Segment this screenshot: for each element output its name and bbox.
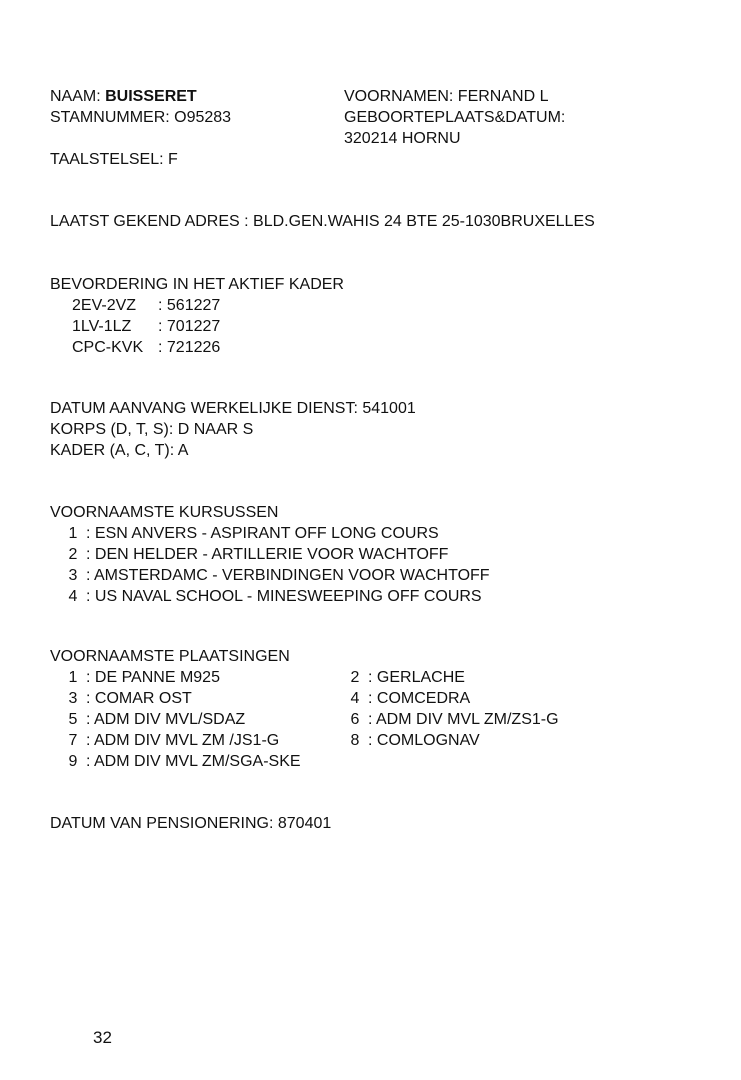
plaatsing-text: : ADM DIV MVL ZM /JS1-G [86, 732, 280, 749]
kursus-num: 3 [68, 567, 78, 584]
bevordering-item [72, 337, 220, 358]
plaatsing-item [60, 751, 342, 772]
kursus-item [60, 565, 490, 586]
plaatsing-row [60, 730, 559, 751]
page-number: 32 [93, 1028, 112, 1047]
plaatsing-num: 9 [68, 753, 78, 770]
geboorte-value: 320214 HORNU [344, 130, 461, 147]
laatst-gekend-adres: LAATST GEKEND ADRES : BLD.GEN.WAHIS 24 BTE 25-1030BRUXELLES [50, 213, 595, 230]
naam-label: NAAM: [50, 88, 101, 105]
bevordering-title: BEVORDERING IN HET AKTIEF KADER [50, 276, 344, 293]
voornamen: VOORNAMEN: FERNAND L [344, 88, 549, 105]
stamnummer: STAMNUMMER: O95283 [50, 109, 232, 126]
korps: KORPS (D, T, S): D NAAR S [50, 421, 254, 438]
kursus-text: : DEN HELDER - ARTILLERIE VOOR WACHTOFF [86, 546, 449, 563]
plaatsing-item [60, 688, 342, 709]
kursussen-title: VOORNAAMSTE KURSUSSEN [50, 504, 279, 521]
kursus-num: 1 [68, 525, 78, 542]
kursus-text: : US NAVAL SCHOOL - MINESWEEPING OFF COURS [86, 588, 482, 605]
bevordering-code: 1LV-1LZ [72, 318, 132, 335]
plaatsing-num: 2 [350, 669, 360, 686]
plaatsing-row [60, 709, 559, 730]
plaatsing-item [342, 711, 559, 728]
plaatsing-num: 5 [68, 711, 78, 728]
plaatsing-text: : COMLOGNAV [368, 732, 480, 749]
plaatsingen-title: VOORNAAMSTE PLAATSINGEN [50, 648, 290, 665]
taalstelsel: TAALSTELSEL: F [50, 151, 178, 168]
bevordering-code: 2EV-2VZ [72, 297, 137, 314]
plaatsing-text: : DE PANNE M925 [86, 669, 220, 686]
geboorte-label: GEBOORTEPLAATS&DATUM: [344, 109, 566, 126]
plaatsing-num: 4 [350, 690, 360, 707]
kader: KADER (A, C, T): A [50, 442, 189, 459]
plaatsing-text: : GERLACHE [368, 669, 465, 686]
naam-value: BUISSERET [105, 88, 197, 105]
kursus-text: : AMSTERDAMC - VERBINDINGEN VOOR WACHTOFF [86, 567, 490, 584]
plaatsing-item [342, 732, 480, 749]
bevordering-date: : 701227 [158, 318, 221, 335]
plaatsing-item [60, 709, 342, 730]
plaatsing-num: 6 [350, 711, 360, 728]
datum-aanvang-dienst: DATUM AANVANG WERKELIJKE DIENST: 541001 [50, 400, 416, 417]
plaatsing-row [60, 688, 559, 709]
plaatsing-text: : COMCEDRA [368, 690, 471, 707]
bevordering-date: : 561227 [158, 297, 221, 314]
bevordering-item [72, 316, 220, 337]
plaatsing-text: : COMAR OST [86, 690, 192, 707]
kursus-item [60, 586, 482, 607]
plaatsing-num: 1 [68, 669, 78, 686]
plaatsing-item [60, 730, 342, 751]
kursus-num: 2 [68, 546, 78, 563]
plaatsingen-list [60, 667, 559, 772]
plaatsing-item [60, 667, 342, 688]
bevordering-code: CPC-KVK [72, 339, 144, 356]
kursus-item [60, 544, 448, 565]
datum-pensionering: DATUM VAN PENSIONERING: 870401 [50, 815, 332, 832]
plaatsing-text: : ADM DIV MVL ZM/ZS1-G [368, 711, 559, 728]
naam-line [50, 86, 197, 107]
plaatsing-item [342, 669, 465, 686]
plaatsing-row [60, 667, 559, 688]
plaatsing-row [60, 751, 559, 772]
bevordering-item [72, 295, 220, 316]
plaatsing-text: : ADM DIV MVL/SDAZ [86, 711, 246, 728]
kursus-num: 4 [68, 588, 78, 605]
plaatsing-text: : ADM DIV MVL ZM/SGA-SKE [86, 753, 301, 770]
plaatsing-num: 8 [350, 732, 360, 749]
kursus-item [60, 523, 439, 544]
plaatsing-num: 7 [68, 732, 78, 749]
kursus-text: : ESN ANVERS - ASPIRANT OFF LONG COURS [86, 525, 439, 542]
bevordering-date: : 721226 [158, 339, 221, 356]
plaatsing-num: 3 [68, 690, 78, 707]
plaatsing-item [342, 690, 470, 707]
